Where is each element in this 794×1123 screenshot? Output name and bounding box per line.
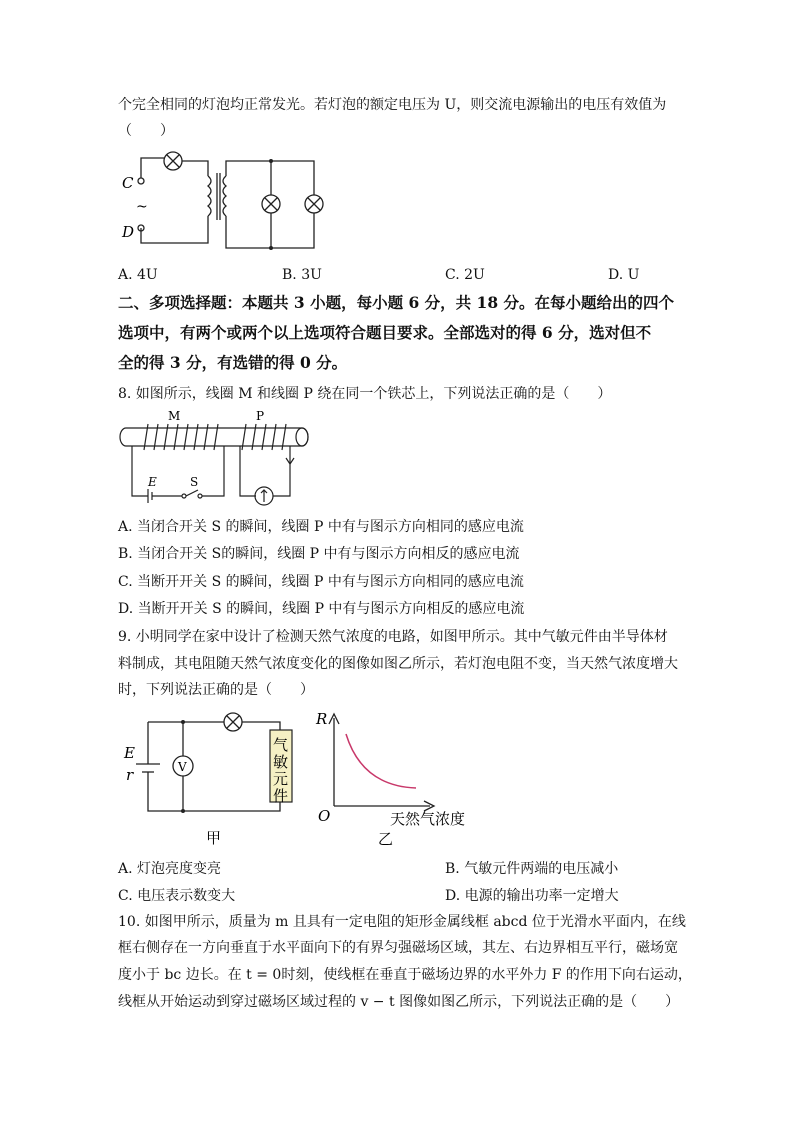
q10-line2: 框右侧存在一方向垂直于水平面向下的有界匀强磁场区域，其左、右边界相互平行，磁场宽 — [118, 940, 678, 956]
q7-option-d: D. U — [608, 267, 640, 283]
q9-option-c: C. 电压表示数变大 — [118, 888, 236, 904]
label-s: S — [190, 475, 199, 489]
q9-circuit-figure — [118, 708, 308, 853]
q9-stem-line2: 料制成，其电阻随天然气浓度变化的图像如图乙所示，若灯泡电阻不变，当天然气浓度增大 — [118, 656, 678, 672]
q9-graph-figure — [310, 706, 480, 852]
element-char-3: 元 — [273, 770, 289, 788]
q10-line3: 度小于 bc 边长。在 t = 0时刻，使线框在垂直于磁场边界的水平外力 F 的作用下向右运动， — [118, 967, 692, 983]
label-ac: ~ — [136, 199, 148, 215]
label-e: E — [124, 744, 135, 762]
axis-label-concentration: 天然气浓度 — [390, 810, 466, 828]
q7-option-b: B. 3U — [282, 267, 322, 283]
q9-option-b: B. 气敏元件两端的电压减小 — [445, 861, 619, 877]
label-e: E — [148, 475, 157, 489]
label-d: D — [122, 223, 135, 241]
resistance-curve — [346, 734, 416, 788]
q9-stem-line1: 9. 小明同学在家中设计了检测天然气浓度的电路，如图甲所示。其中气敏元件由半导体材 — [118, 629, 668, 645]
label-r: r — [126, 766, 134, 784]
q8-option-b: B. 当闭合开关 S的瞬间，线圈 P 中有与图示方向相反的感应电流 — [118, 546, 520, 562]
q7-option-a: A. 4U — [118, 267, 158, 283]
caption-a: 甲 — [206, 829, 222, 847]
q7-stem-line2: （ ） — [118, 123, 174, 139]
q10-line4: 线框从开始运动到穿过磁场区域过程的 v − t 图像如图乙所示，下列说法正确的是（ ） — [118, 994, 680, 1010]
q7-stem-line1: 个完全相同的灯泡均正常发光。若灯泡的额定电压为 U，则交流电源输出的电压有效值为 — [118, 97, 667, 113]
element-char-1: 气 — [273, 736, 289, 754]
q9-stem-line3: 时，下列说法正确的是（ ） — [118, 682, 314, 698]
voltmeter-label: V — [178, 760, 187, 774]
q8-option-a: A. 当闭合开关 S 的瞬间，线圈 P 中有与图示方向相同的感应电流 — [118, 519, 524, 535]
q8-option-c: C. 当断开开关 S 的瞬间，线圈 P 中有与图示方向相同的感应电流 — [118, 574, 524, 590]
section2-line1: 二、多项选择题：本题共 3 小题，每小题 6 分，共 18 分。在每小题给出的四个 — [118, 293, 675, 312]
q10-line1: 10. 如图甲所示，质量为 m 且具有一定电阻的矩形金属线框 abcd 位于光滑水平面内，在线 — [118, 914, 686, 930]
q7-transformer-figure — [116, 148, 326, 258]
q8-stem: 8. 如图所示，线圈 M 和线圈 P 绕在同一个铁芯上，下列说法正确的是（ ） — [118, 386, 612, 402]
q8-option-d: D. 当断开开关 S 的瞬间，线圈 P 中有与图示方向相反的感应电流 — [118, 601, 525, 617]
label-c: C — [122, 174, 134, 192]
section2-line2: 选项中，有两个或两个以上选项符合题目要求。全部选对的得 6 分，选对但不 — [118, 323, 652, 342]
label-m: M — [168, 409, 181, 423]
q7-option-c: C. 2U — [445, 267, 485, 283]
caption-b: 乙 — [378, 830, 394, 848]
section2-line3: 全的得 3 分，有选错的得 0 分。 — [118, 353, 348, 372]
element-char-2: 敏 — [273, 753, 289, 771]
label-p: P — [256, 409, 265, 423]
origin-label: O — [318, 807, 331, 825]
element-char-4: 件 — [273, 787, 289, 805]
q9-option-d: D. 电源的输出功率一定增大 — [445, 888, 619, 904]
q8-coil-figure — [118, 406, 318, 506]
q9-option-a: A. 灯泡亮度变亮 — [118, 861, 222, 877]
axis-label-r: R — [316, 710, 328, 728]
